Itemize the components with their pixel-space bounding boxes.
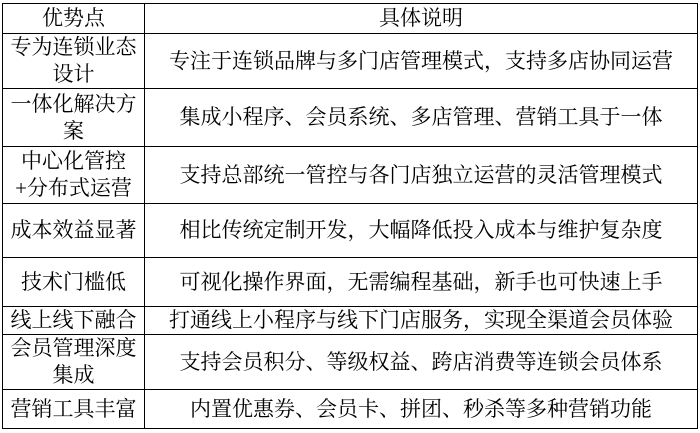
description-cell: 支持总部统一管控与各门店独立运营的灵活管理模式 <box>145 147 698 204</box>
table-body <box>3 34 698 429</box>
column-header-description: 具体说明 <box>145 4 698 34</box>
advantage-cell: 技术门槛低 <box>3 258 145 307</box>
advantage-cell: 成本效益显著 <box>3 204 145 258</box>
advantages-table <box>2 3 698 429</box>
description-cell: 集成小程序、会员系统、多店管理、营销工具于一体 <box>145 89 698 147</box>
table-row <box>3 89 698 147</box>
table-row <box>3 307 698 335</box>
table-row <box>3 258 698 307</box>
advantage-cell: 专为连锁业态设计 <box>3 34 145 89</box>
description-cell: 相比传统定制开发，大幅降低投入成本与维护复杂度 <box>145 204 698 258</box>
advantage-cell: 营销工具丰富 <box>3 390 145 429</box>
advantage-cell: 中心化管控+分布式运营 <box>3 147 145 204</box>
table-row <box>3 147 698 204</box>
table-header-row <box>3 4 698 34</box>
advantage-cell: 线上线下融合 <box>3 307 145 335</box>
table-row <box>3 34 698 89</box>
column-header-advantage: 优势点 <box>3 4 145 34</box>
table-row <box>3 390 698 429</box>
table-row <box>3 204 698 258</box>
description-cell: 可视化操作界面，无需编程基础，新手也可快速上手 <box>145 258 698 307</box>
advantage-cell: 一体化解决方案 <box>3 89 145 147</box>
description-cell: 专注于连锁品牌与多门店管理模式，支持多店协同运营 <box>145 34 698 89</box>
description-cell: 打通线上小程序与线下门店服务，实现全渠道会员体验 <box>145 307 698 335</box>
advantage-cell: 会员管理深度集成 <box>3 335 145 390</box>
table-row <box>3 335 698 390</box>
description-cell: 内置优惠券、会员卡、拼团、秒杀等多种营销功能 <box>145 390 698 429</box>
description-cell: 支持会员积分、等级权益、跨店消费等连锁会员体系 <box>145 335 698 390</box>
